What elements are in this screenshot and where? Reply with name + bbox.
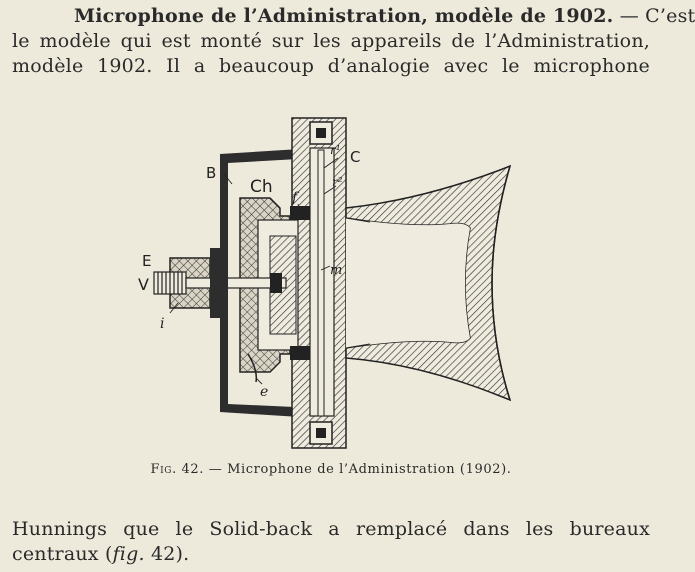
figure-reference: fig. [112, 543, 145, 565]
felt-ring-top [290, 206, 310, 220]
label-B: B [206, 164, 217, 182]
label-f: f [292, 190, 298, 206]
membrane [318, 150, 324, 416]
felt-ring-bottom [290, 346, 310, 360]
closing-paragraph [12, 517, 650, 567]
closing-line-1: Hunnings que le Solid-back a remplacé dans les bureaux [12, 518, 650, 540]
label-V: V [138, 275, 149, 294]
label-r1: r¹ [330, 143, 341, 157]
closing-line-2-text: centraux ( [12, 543, 113, 565]
microphone-diagram [120, 108, 540, 458]
closing-line-2 [12, 542, 650, 567]
label-m: m [330, 263, 343, 278]
label-e: e [260, 384, 269, 400]
intro-line-2: le modèle qui est monté sur les appareils de l’Administration, [12, 30, 650, 52]
label-r2: r² [332, 175, 343, 189]
label-C: C [350, 148, 361, 166]
label-i: i [160, 316, 165, 332]
intro-paragraph [12, 4, 695, 79]
caption-prefix: Fig. 42. [150, 462, 205, 477]
closing-line-2-end: ). [175, 543, 190, 565]
intro-line-1 [12, 4, 695, 29]
label-Ch: Ch [250, 177, 273, 197]
intro-line-1-rest: — C’est [619, 5, 695, 27]
section-heading: Microphone de l’Administration, modèle de 1902. [74, 5, 614, 27]
figure-caption [0, 462, 662, 477]
intro-line-3: modèle 1902. Il a beaucoup d’analogie avec le microphone [12, 55, 650, 77]
label-E: E [142, 252, 152, 270]
microphone-figure [120, 108, 540, 458]
figure-number: 42 [150, 543, 176, 565]
caption-text: — Microphone de l’Administration (1902). [208, 462, 512, 477]
